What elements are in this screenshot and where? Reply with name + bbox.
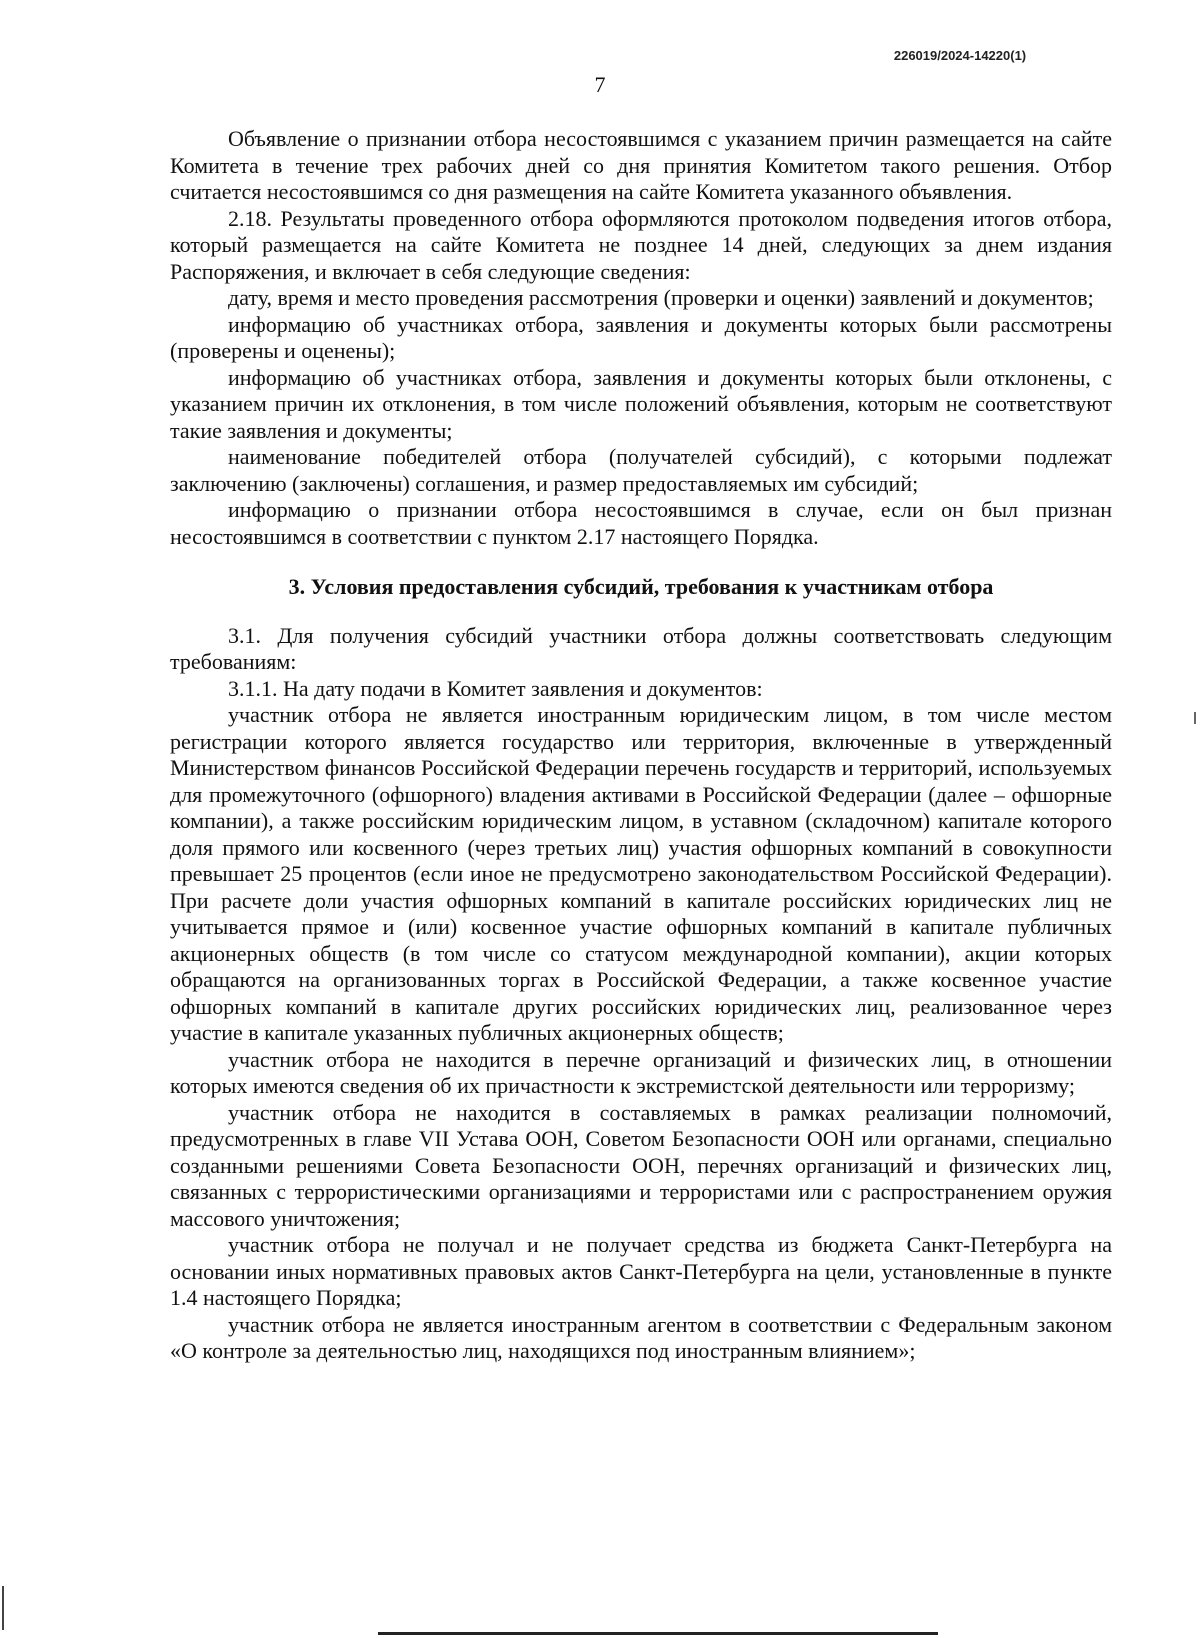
document-id: 226019/2024-14220(1) — [893, 48, 1027, 63]
list-item-rejected-participants: информацию об участниках отбора, заявления и документы которых были отклонены, с указанием причин их отклонения, в том числе положений объявления, которым не соответствуют такие заявления и документы; — [170, 364, 1112, 443]
paragraph-3-1-1: 3.1.1. На дату подачи в Комитет заявления и документов: — [228, 675, 763, 701]
requirement-not-foreign-entity: участник отбора не является иностранным юридическим лицом, в том числе местом регистрации которого является государство или территория, включенные в утвержденный Министерством финансов Российской Федерации перечень государств и территорий, используемых для промежуточного (офшорного) владения активами в Российской Федерации (далее – офшорные компании), а также российским юридическим лицом, в уставном (складочном) капитале которого доля прямого или косвенного (через третьих лиц) участия офшорных компаний в совокупности превышает 25 процентов (если иное не предусмотрено законодательством Российской Федерации). При расчете доли участия офшорных компаний в капитале российских юридических лиц не учитывается прямое и (или) косвенное участие офшорных компаний в капитале публичных акционерных обществ (в том числе со статусом международной компании), акции которых обращаются на организованных торгах в Российской Федерации, а также косвенное участие офшорных компаний в капитале других российских юридических лиц, реализованное через участие в капитале указанных публичных акционерных обществ; — [170, 702, 1112, 1045]
requirement-not-un-list: участник отбора не находится в составляемых в рамках реализации полномочий, предусмотренных в главе VII Устава ООН, Советом Безопасности ООН или органами, специально созданными решениями Совета Безопасности ООН, перечнях организаций и физических лиц, связанных с террористическими организациями и террористами или с распространением оружия массового уничтожения; — [170, 1099, 1112, 1231]
paragraph-3-1: 3.1. Для получения субсидий участники отбора должны соответствовать следующим требованиям: — [170, 622, 1112, 674]
list-item-date-time-place: дату, время и место проведения рассмотрения (проверки и оценки) заявлений и документов; — [228, 285, 1094, 310]
requirement-no-other-budget-funds: участник отбора не получал и не получает средства из бюджета Санкт-Петербурга на основании иных нормативных правовых актов Санкт-Петербурга на цели, установленные в пункте 1.4 настоящего Порядка; — [170, 1232, 1112, 1310]
paragraph-announcement: Объявление о признании отбора несостоявшимся с указанием причин размещается на сайте Комитета в течение трех рабочих дней со дня принятия Комитетом такого решения. Отбор считается несостоявшимся со дня размещения на сайте Комитета указанного объявления. — [170, 126, 1112, 204]
scan-edge-mark — [2, 1586, 4, 1630]
list-item-winners: наименование победителей отбора (получателей субсидий), с которыми подлежат заключению (заключены) соглашения, и размер предоставляемых им субсидий; — [170, 444, 1112, 496]
scan-bottom-line — [378, 1632, 938, 1635]
document-body — [170, 126, 1112, 1365]
requirement-not-extremist-list: участник отбора не находится в перечне организаций и физических лиц, в отношении которых имеются сведения об их причастности к экстремистской деятельности или терроризму; — [170, 1046, 1112, 1098]
list-item-reviewed-participants: информацию об участниках отбора, заявления и документы которых были рассмотрены (проверены и оценены); — [170, 311, 1112, 363]
scan-edge-mark — [1194, 712, 1196, 724]
requirement-not-foreign-agent: участник отбора не является иностранным агентом в соответствии с Федеральным законом «О контроле за деятельностью лиц, находящихся под иностранным влиянием»; — [170, 1311, 1112, 1363]
page-number: 7 — [594, 72, 606, 97]
paragraph-2-18: 2.18. Результаты проведенного отбора оформляются протоколом подведения итогов отбора, который размещается на сайте Комитета не позднее 14 дней, следующих за днем издания Распоряжения, и включает в себя следующие сведения: — [170, 205, 1112, 284]
list-item-failed-selection: информацию о признании отбора несостоявшимся в случае, если он был признан несостоявшимся в соответствии с пунктом 2.17 настоящего Порядка. — [170, 497, 1112, 549]
section-heading: 3. Условия предоставления субсидий, требования к участникам отбора — [288, 574, 994, 599]
